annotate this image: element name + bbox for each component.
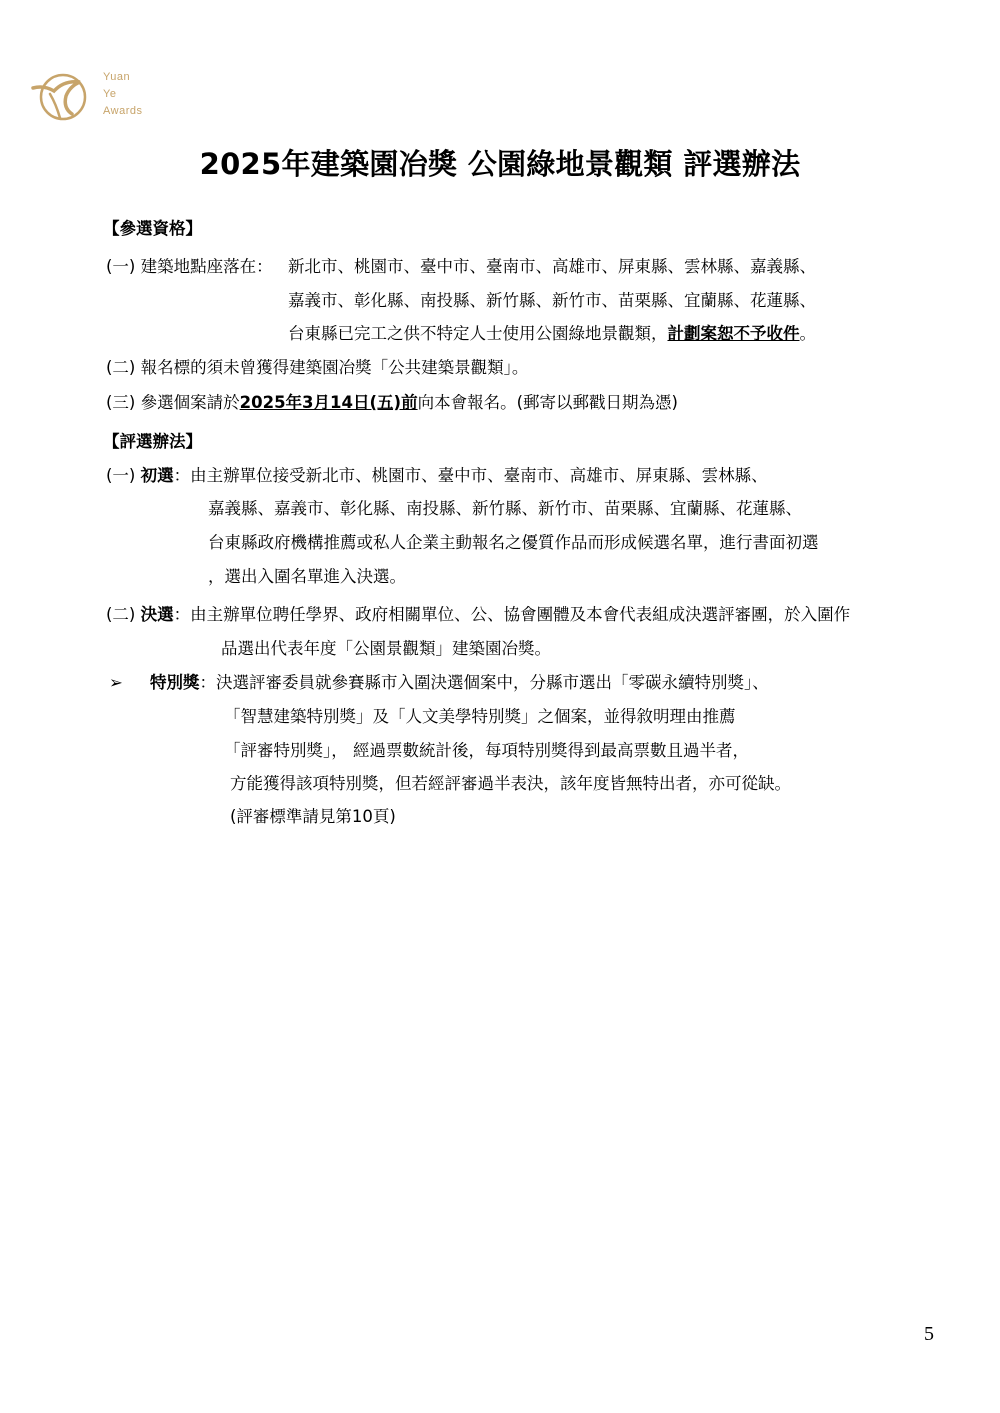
special-text: ：決選評審委員就參賽縣市入圍決選個案中，分縣市選出「零碳永續特別獎」、: [199, 673, 769, 692]
eligibility-item2: (二) 報名標的須未曾獲得建築園冶獎「公共建築景觀類」。: [106, 358, 529, 377]
eligibility-item1-line3: [288, 323, 816, 345]
logo-text-line3: Awards: [103, 105, 143, 117]
eligibility-item3-text: (三) 參選個案請於: [106, 393, 240, 412]
eligibility-item1-line1: 新北市、桃園市、臺中市、臺南市、高雄市、屏東縣、雲林縣、嘉義縣、: [288, 257, 816, 276]
logo-text-line2: Ye: [103, 88, 117, 100]
logo-text-line1: Yuan: [103, 71, 131, 83]
final-text: ：由主辦單位聘任學界、政府相關單位、公、協會團體及本會代表組成決選評審團，於入圍作: [173, 605, 851, 624]
final-line2: 品選出代表年度「公園景觀類」建築園冶獎。: [221, 639, 551, 658]
eligibility-item1-line3-text: 台東縣已完工之供不特定人士使用公園綠地景觀類，: [288, 324, 668, 343]
prelim-line4: ，選出入圍名單進入決選。: [208, 567, 406, 586]
final-line1: [106, 604, 850, 626]
crane-emblem-icon: [30, 68, 96, 124]
prelim-line2: 嘉義縣、嘉義市、彰化縣、南投縣、新竹縣、新竹市、苗栗縣、宜蘭縣、花蓮縣、: [208, 499, 802, 518]
evaluation-criteria-note: (評審標準請見第10頁): [230, 807, 396, 826]
final-label: 決選: [140, 605, 174, 624]
page-title: 2025年建築園冶獎 公園綠地景觀類 評選辦法: [199, 147, 801, 181]
final-marker: (二): [106, 605, 141, 624]
prelim-line1: [106, 465, 768, 487]
yuan-ye-awards-logo: [30, 66, 170, 126]
special-line4: 方能獲得該項特別獎，但若經評審過半表決，該年度皆無特出者，亦可從缺。: [230, 774, 791, 793]
eligibility-heading: 【參選資格】: [103, 219, 202, 238]
eligibility-item3: [106, 392, 678, 414]
no-plan-cases-note: 計劃案恕不予收件: [667, 324, 800, 343]
eligibility-item3-end: 向本會報名。(郵寄以郵戳日期為憑): [417, 393, 678, 412]
eligibility-item1-line3-end: 。: [799, 324, 816, 343]
prelim-label: 初選: [140, 466, 174, 485]
special-line2: 「智慧建築特別獎」及「人文美學特別獎」之個案，並得敘明理由推薦: [224, 707, 736, 726]
prelim-line3: 台東縣政府機構推薦或私人企業主動報名之優質作品而形成候選名單，進行書面初選: [208, 533, 819, 552]
special-bullet-icon: ➢: [109, 673, 123, 692]
special-label: 特別獎: [150, 673, 200, 692]
special-line1: [150, 672, 769, 694]
eligibility-item1-line2: 嘉義市、彰化縣、南投縣、新竹縣、新竹市、苗栗縣、宜蘭縣、花蓮縣、: [288, 291, 816, 310]
registration-deadline: 2025年3月14日(五)前: [239, 393, 418, 412]
prelim-marker: (一): [106, 466, 141, 485]
special-line3: 「評審特別獎」， 經過票數統計後，每項特別獎得到最高票數且過半者，: [224, 741, 749, 760]
page-number: 5: [924, 1323, 934, 1345]
prelim-text: ：由主辦單位接受新北市、桃園市、臺中市、臺南市、高雄市、屏東縣、雲林縣、: [173, 466, 768, 485]
eligibility-item1-label: (一) 建築地點座落在：: [106, 257, 273, 276]
method-heading: 【評選辦法】: [103, 432, 202, 451]
